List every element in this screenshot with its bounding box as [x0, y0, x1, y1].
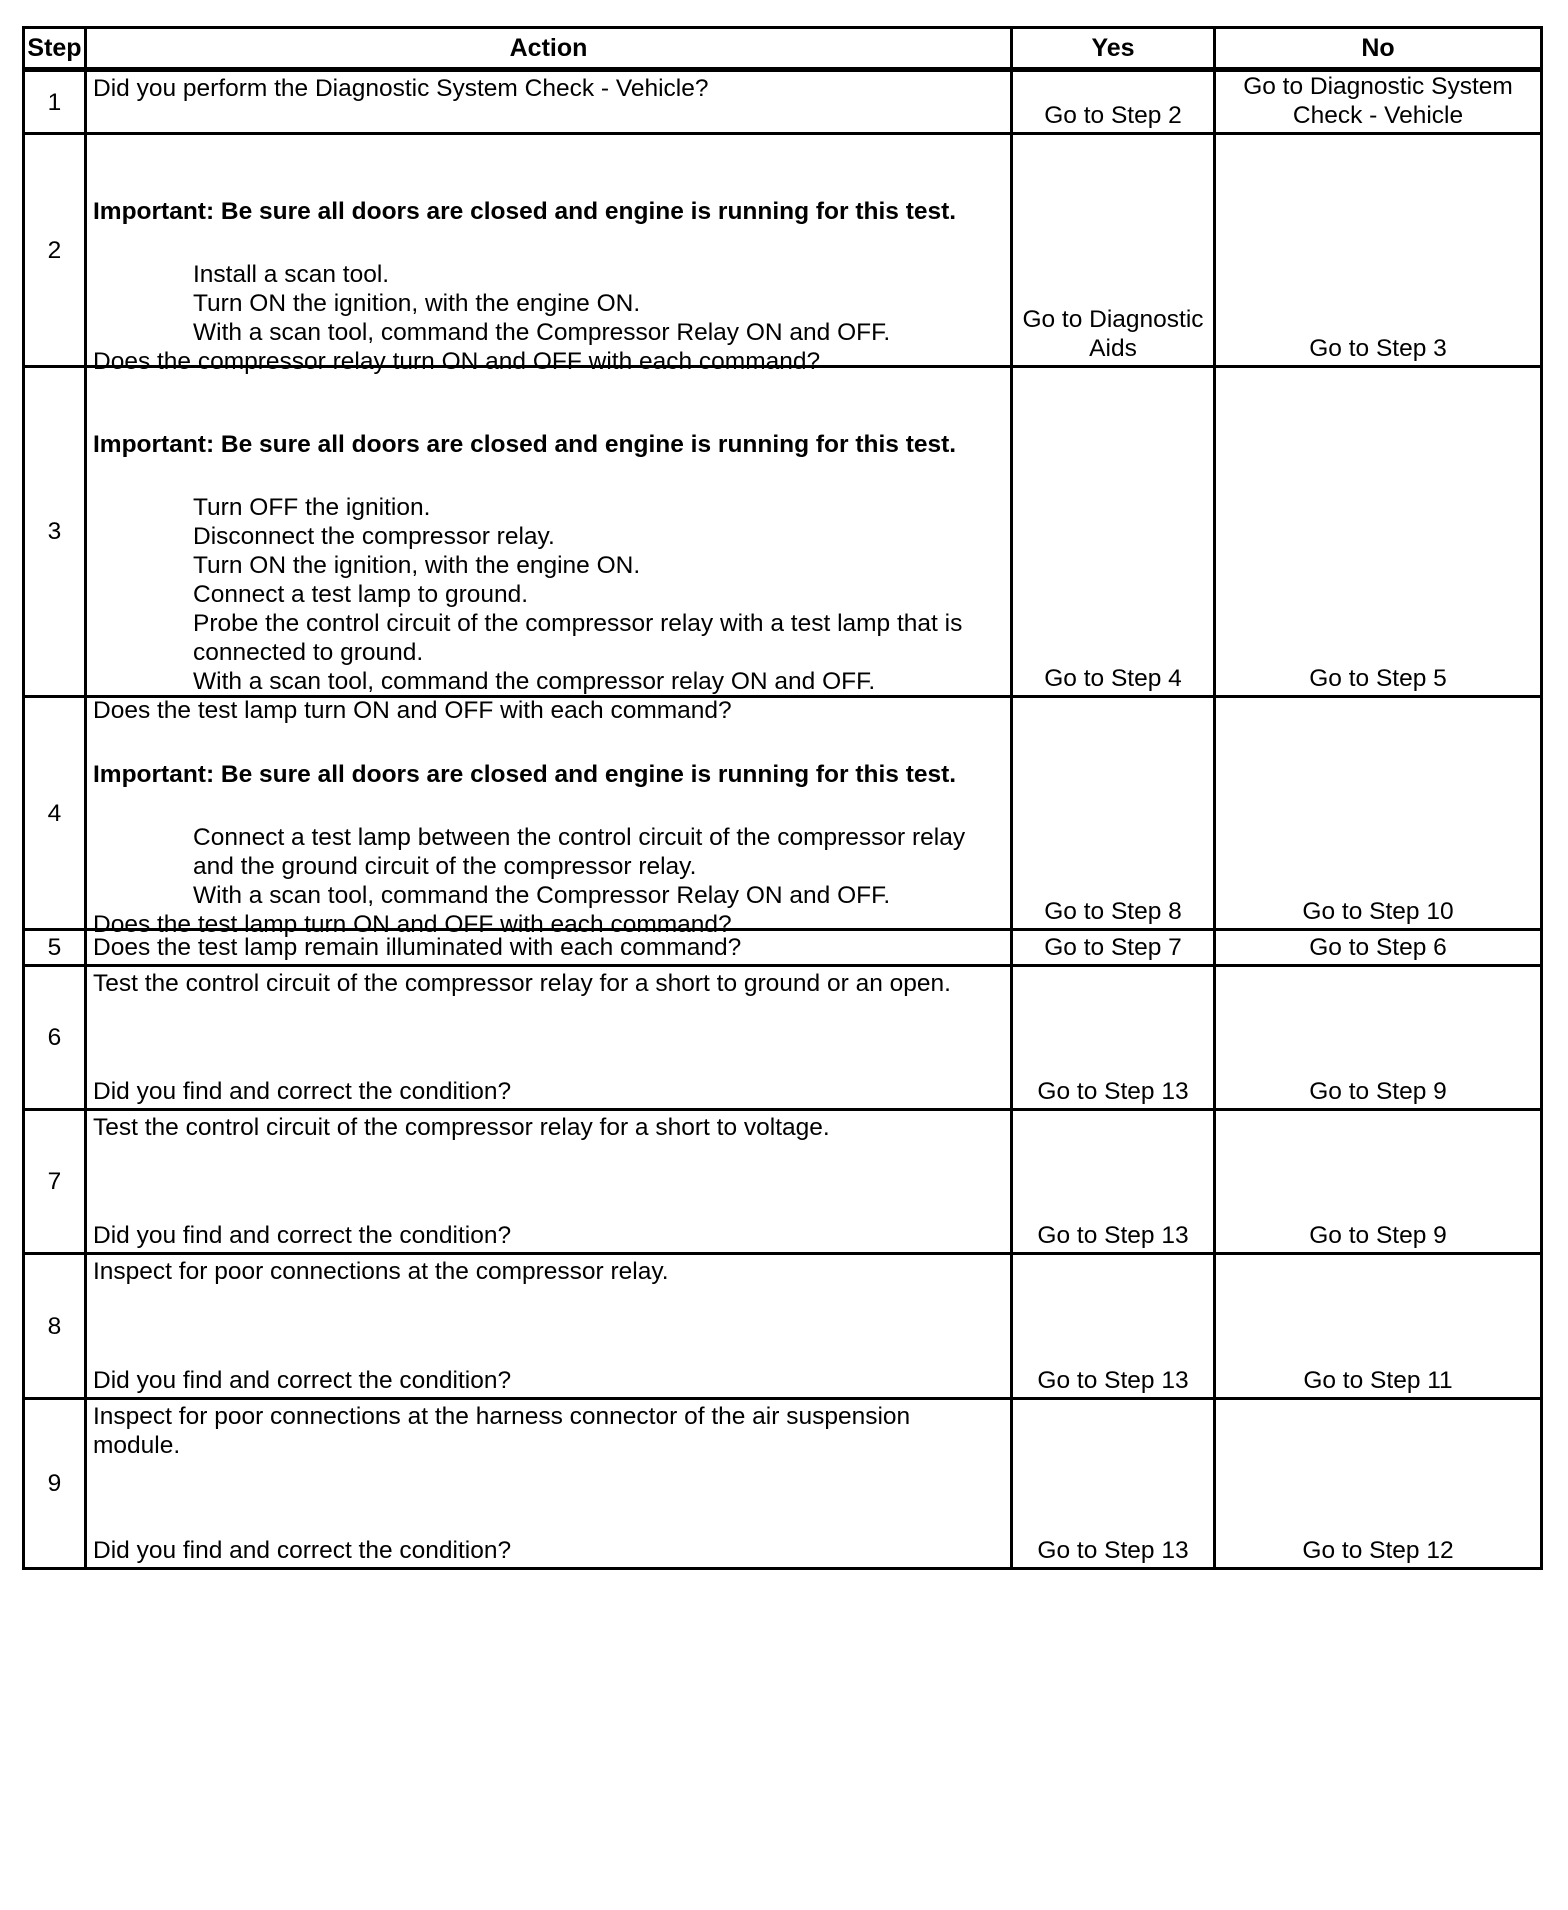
yes-cell: Go to Step 13	[1013, 1111, 1216, 1255]
question-text: Does the test lamp turn ON and OFF with each command?	[93, 911, 732, 938]
action-cell	[87, 368, 1013, 724]
substep-list	[193, 823, 1004, 910]
no-cell: Go to Step 11	[1216, 1255, 1540, 1400]
no-cell: Go to Step 3	[1216, 135, 1540, 368]
question-text: Does the compressor relay turn ON and OFF with each command?	[93, 348, 821, 375]
substep-item: Disconnect the compressor relay.	[193, 523, 555, 550]
step-number: 9	[25, 1400, 87, 1567]
action-text: Did you perform the Diagnostic System Check - Vehicle?	[93, 75, 709, 102]
action-cell	[87, 135, 1013, 375]
substep-item: Turn OFF the ignition.	[193, 494, 431, 521]
step-number: 3	[25, 368, 87, 698]
substep-item: Turn ON the ignition, with the engine ON.	[193, 552, 641, 579]
no-cell: Go to Step 10	[1216, 698, 1540, 931]
question-text: Did you find and correct the condition?	[93, 1078, 512, 1105]
action-cell	[87, 1255, 1013, 1400]
substep-list	[193, 260, 1004, 347]
action-text: Inspect for poor connections at the compressor relay.	[93, 1258, 669, 1285]
question-text: Did you find and correct the condition?	[93, 1367, 512, 1394]
substep-item: With a scan tool, command the Compressor Relay ON and OFF.	[193, 882, 891, 909]
step-number: 4	[25, 698, 87, 931]
no-cell: Go to Diagnostic System Check - Vehicle	[1216, 72, 1540, 135]
substep-item: Connect a test lamp to ground.	[193, 581, 529, 608]
substep-item: Turn ON the ignition, with the engine ON.	[193, 290, 641, 317]
substep-list	[193, 493, 1004, 696]
yes-cell: Go to Step 13	[1013, 1400, 1216, 1567]
action-text: Does the test lamp remain illuminated with each command?	[93, 934, 742, 961]
action-cell	[87, 1400, 1013, 1567]
important-note: Important: Be sure all doors are closed and engine is running for this test.	[93, 761, 957, 788]
header-step: Step	[25, 29, 87, 72]
action-text: Test the control circuit of the compressor relay for a short to voltage.	[93, 1114, 830, 1141]
yes-cell: Go to Step 4	[1013, 368, 1216, 698]
no-cell: Go to Step 9	[1216, 1111, 1540, 1255]
substep-item: Install a scan tool.	[193, 261, 390, 288]
step-number: 7	[25, 1111, 87, 1255]
table-row	[25, 698, 1540, 931]
table-row	[25, 368, 1540, 698]
yes-cell: Go to Step 8	[1013, 698, 1216, 931]
no-cell: Go to Step 6	[1216, 931, 1540, 967]
yes-cell: Go to Step 7	[1013, 931, 1216, 967]
no-cell: Go to Step 12	[1302, 1537, 1454, 1564]
action-cell	[87, 1111, 1013, 1255]
substep-item: With a scan tool, command the Compressor Relay ON and OFF.	[193, 319, 891, 346]
header-row	[25, 29, 1540, 72]
action-cell	[87, 698, 1013, 938]
no-cell: Go to Step 5	[1216, 368, 1540, 698]
yes-cell: Go to Diagnostic Aids	[1013, 135, 1216, 368]
action-cell	[87, 931, 1013, 967]
step-number: 1	[25, 72, 87, 135]
question-text: Did you find and correct the condition?	[93, 1537, 512, 1564]
yes-cell: Go to Step 13	[1013, 967, 1216, 1111]
header-yes: Yes	[1013, 29, 1216, 72]
step-number: 8	[25, 1255, 87, 1400]
action-cell	[87, 72, 1013, 135]
substep-item: Connect a test lamp between the control circuit of the compressor relay and the ground circuit of the compressor relay.	[193, 824, 966, 880]
table-row	[25, 1111, 1540, 1255]
substep-item: With a scan tool, command the compressor relay ON and OFF.	[193, 668, 876, 695]
step-number: 6	[25, 967, 87, 1111]
table-row	[25, 967, 1540, 1111]
action-text: Test the control circuit of the compressor relay for a short to ground or an open.	[93, 970, 951, 997]
action-text: Inspect for poor connections at the harness connector of the air suspension module.	[93, 1403, 911, 1459]
step-number: 5	[25, 931, 87, 967]
header-no: No	[1216, 29, 1540, 72]
important-note: Important: Be sure all doors are closed and engine is running for this test.	[93, 431, 957, 458]
table-row	[25, 72, 1540, 135]
diagnostic-table	[22, 26, 1543, 1570]
important-note: Important: Be sure all doors are closed and engine is running for this test.	[93, 198, 957, 225]
action-cell	[87, 967, 1013, 1111]
yes-cell: Go to Step 13	[1013, 1255, 1216, 1400]
table-row	[25, 1255, 1540, 1400]
table-row	[25, 135, 1540, 368]
step-number: 2	[25, 135, 87, 368]
question-text: Did you find and correct the condition?	[93, 1222, 512, 1249]
yes-cell: Go to Step 2	[1013, 72, 1216, 135]
table-row	[25, 931, 1540, 967]
question-text: Does the test lamp turn ON and OFF with each command?	[93, 697, 732, 724]
table-row	[25, 1400, 1540, 1567]
header-action: Action	[87, 29, 1013, 72]
substep-item: Probe the control circuit of the compressor relay with a test lamp that is connected to ground.	[193, 610, 963, 666]
no-cell: Go to Step 9	[1216, 967, 1540, 1111]
